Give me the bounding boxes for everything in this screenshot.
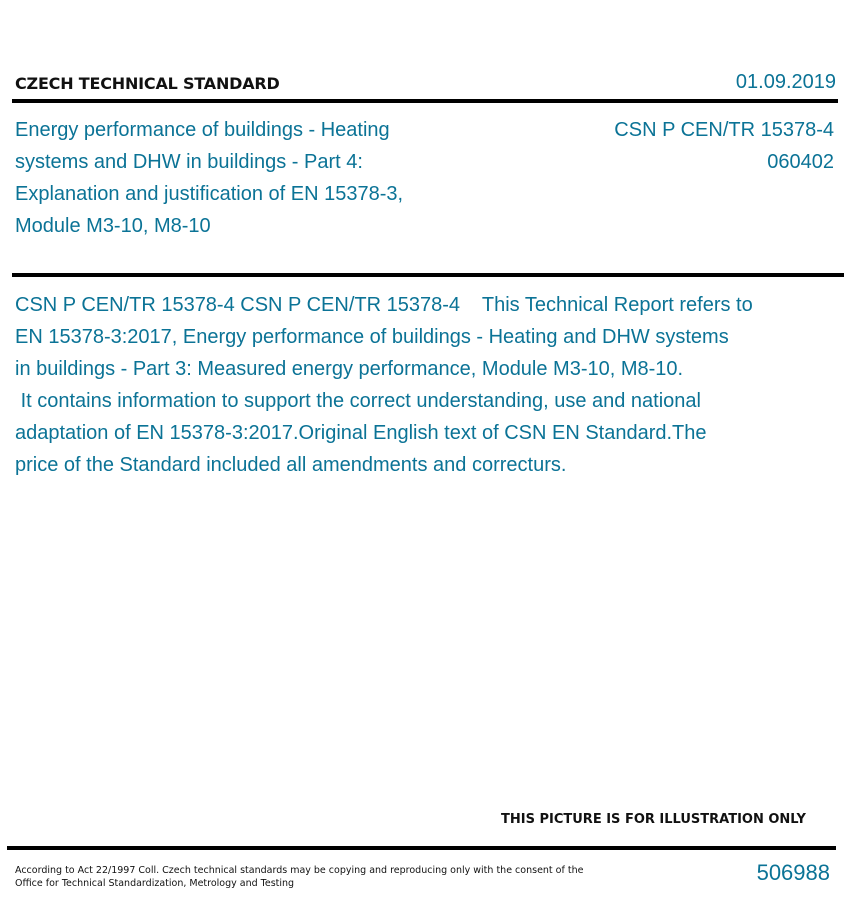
footer-divider xyxy=(7,846,836,850)
illustration-note: THIS PICTURE IS FOR ILLUSTRATION ONLY xyxy=(501,812,806,827)
standard-code-block xyxy=(614,114,834,178)
document-type-label: CZECH TECHNICAL STANDARD xyxy=(15,74,280,93)
standard-code: CSN P CEN/TR 15378-4 xyxy=(614,119,834,141)
standard-description: CSN P CEN/TR 15378-4 CSN P CEN/TR 15378-4 This Technical Report refers to EN 15378-3:2017, Energy performance of buildings - Heating and DHW systems in buildings - Part 3: Measured energy performance, Module M3-10, M8-10. It contains information to support the correct understanding, use and national adaptation of EN 15378-3:2017.Original English text of CSN EN Standard.The price of the Standard included all amendments and correcturs. xyxy=(15,294,753,476)
standard-title: Energy performance of buildings - Heating systems and DHW in buildings - Part 4: Explanation and justification of EN 15378-3, Module M3-10, M8-10 xyxy=(15,119,404,237)
title-divider xyxy=(12,273,844,277)
classification-number: 060402 xyxy=(767,151,834,173)
publication-date: 01.09.2019 xyxy=(735,71,836,93)
legal-notice: According to Act 22/1997 Coll. Czech technical standards may be copying and reproducing only with the consent of the Office for Technical Standardization, Metrology and Testing xyxy=(15,865,584,889)
catalog-number: 506988 xyxy=(756,860,830,885)
header-divider xyxy=(12,99,838,103)
